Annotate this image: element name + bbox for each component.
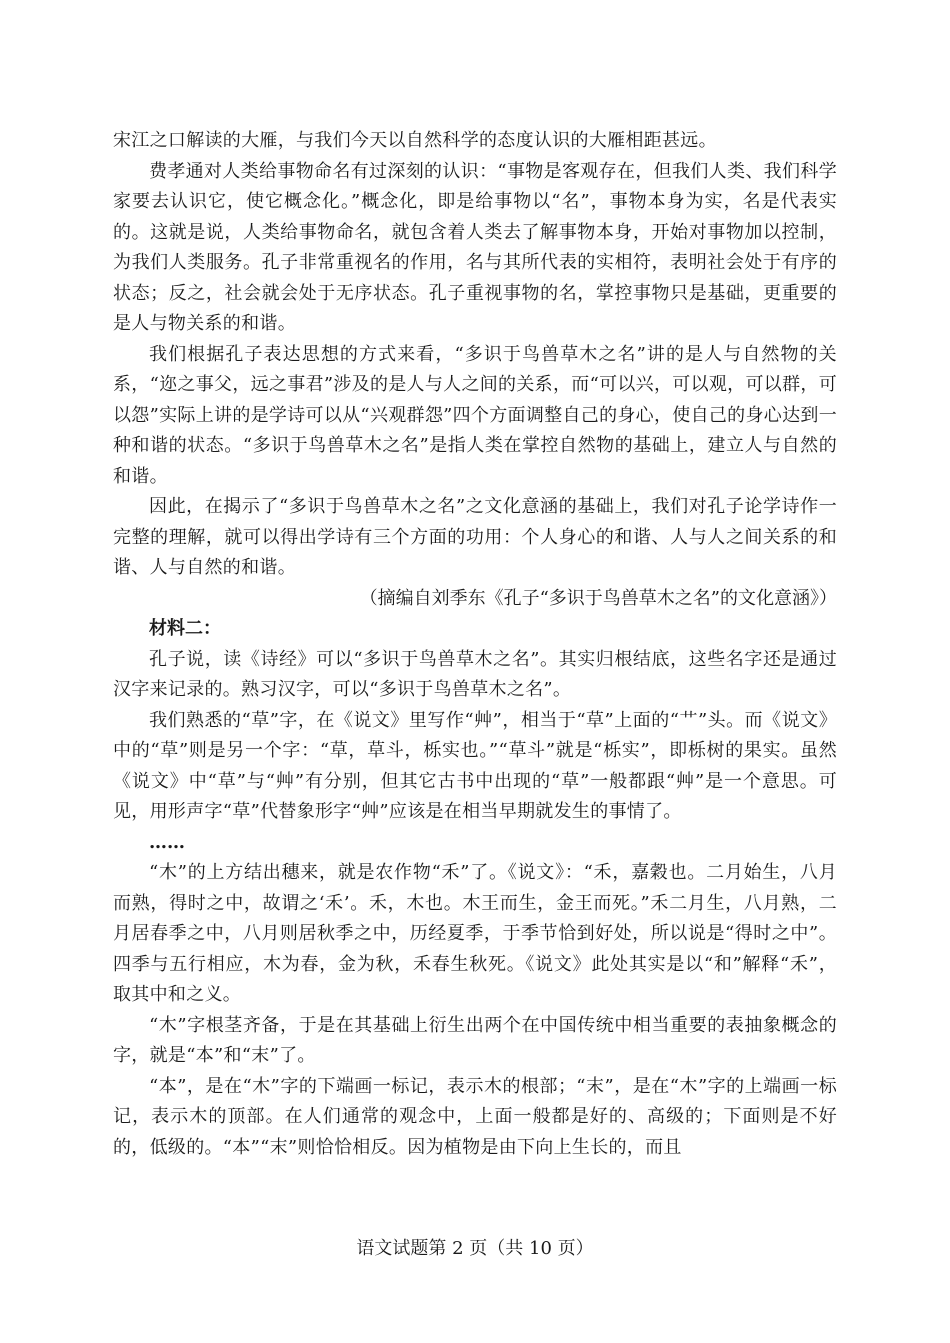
source-citation: （摘编自刘季东《孔子“多识于鸟兽草木之名”的文化意涵》） — [359, 587, 837, 609]
paragraph: “木”的上方结出穗来，就是农作物“禾”了。《说文》：“禾，嘉穀也。二月始生，八月而熟，得时之中，故谓之‘禾’。禾，木也。木王而生，金王而死。”禾二月生，八月熟，二月居春季之中，八月则居秋季之中，历经夏季，于季节恰到好处，所以说是“得时之中”。四季与五行相应，木为春，金为秋，禾春生秋死。《说文》此处其实是以“和”解释“禾”，取其中和之义。 — [113, 862, 837, 1005]
paragraph: “木”字根茎齐备，于是在其基础上衍生出两个在中国传统中相当重要的表抽象概念的字，就是“本”和“末”了。 — [113, 1014, 837, 1066]
document-body — [113, 126, 837, 1163]
paragraph: 宋江之口解读的大雁，与我们今天以自然科学的态度认识的大雁相距甚远。 — [113, 130, 717, 151]
paragraph: 我们熟悉的“草”字，在《说文》里写作“艸”，相当于“草”上面的“艹”头。而《说文》中的“草”则是另一个字：“草，草斗，栎实也。”“草斗”就是“栎实”，即栎树的果实。虽然《说文》中“草”与“艸”有分别，但其它古书中出现的“草”一般都跟“艸”是一个意思。可见，用形声字“草”代替象形字“艸”应该是在相当早期就发生的事情了。 — [113, 709, 837, 822]
page-footer: 语文试题第 2 页（共 10 页） — [356, 1238, 594, 1259]
paragraph: 费孝通对人类给事物命名有过深刻的认识：“事物是客观存在，但我们人类、我们科学家要去认识它，使它概念化。”概念化，即是给事物以“名”，事物本身为实，名是代表实的。这就是说，人类给事物命名，就包含着人类去了解事物本身，开始对事物加以控制，为我们人类服务。孔子非常重视名的作用，名与其所代表的实相符，表明社会处于有序的状态；反之，社会就会处于无序状态。孔子重视事物的名，掌控事物只是基础，更重要的是人与物关系的和谐。 — [113, 160, 837, 334]
section-heading: 材料二： — [149, 618, 221, 639]
paragraph: 我们根据孔子表达思想的方式来看，“多识于鸟兽草木之名”讲的是人与自然物的关系，“迩之事父，远之事君”涉及的是人与人之间的关系，而“可以兴，可以观，可以群，可以怨”实际上讲的是学诗可以从“兴观群怨”四个方面调整自己的身心，使自己的身心达到一种和谐的状态。“多识于鸟兽草木之名”是指人类在掌控自然物的基础上，建立人与自然的和谐。 — [113, 343, 837, 487]
paragraph: “本”，是在“木”字的下端画一标记，表示木的根部；“末”，是在“木”字的上端画一标记，表示木的顶部。在人们通常的观念中，上面一般都是好的、高级的；下面则是不好的，低级的。“本”“末”则恰恰相反。因为植物是由下向上生长的，而且 — [113, 1075, 837, 1158]
paragraph: 孔子说，读《诗经》可以“多识于鸟兽草木之名”。其实归根结底，这些名字还是通过汉字来记录的。熟习汉字，可以“多识于鸟兽草木之名”。 — [113, 648, 837, 700]
paragraph: 因此，在揭示了“多识于鸟兽草木之名”之文化意涵的基础上，我们对孔子论学诗作一完整的理解，就可以得出学诗有三个方面的功用：个人身心的和谐、人与人之间关系的和谐、人与自然的和谐。 — [113, 496, 837, 578]
ellipsis: …… — [149, 831, 185, 853]
